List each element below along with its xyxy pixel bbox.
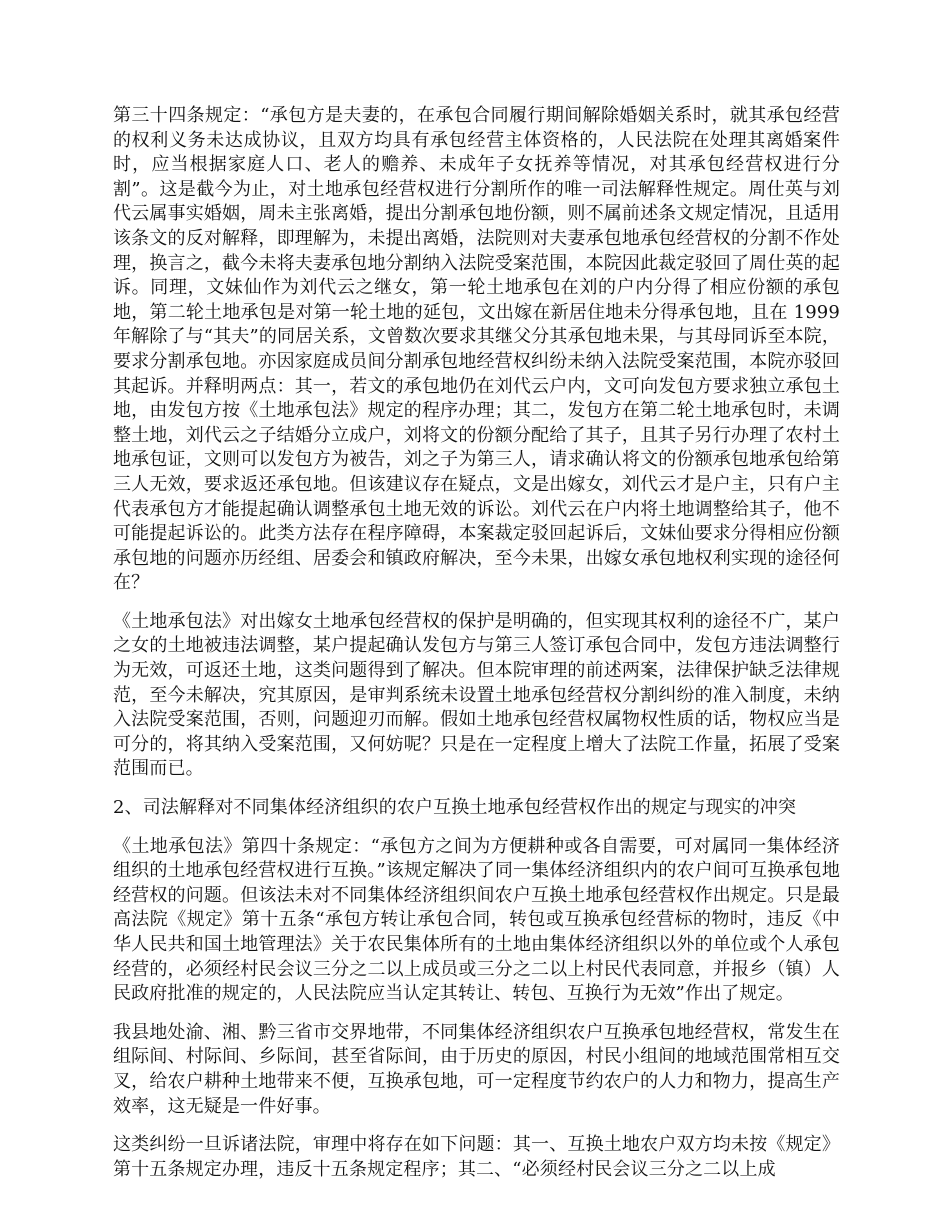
section-heading: 2、司法解释对不同集体经济组织的农户互换土地承包经营权作出的规定与现实的冲突 (113, 797, 797, 819)
paragraph-4: 我县地处渝、湘、黔三省市交界地带，不同集体经济组织农户互换承包地经营权，常发生在组际间、村际间、乡际间，甚至省际间，由于历史的原因，村民小组间的地域范围常相互交叉，给农户耕种土地带来不便，互换承包地，可一定程度节约农户的人力和物力，提高生产效率，这无疑是一件好事。 (113, 1021, 840, 1117)
paragraph-5: 这类纠纷一旦诉诸法院，审理中将存在如下问题：其一、互换土地农户双方均未按《规定》第十五条规定办理，违反十五条规定程序；其二、“必须经村民会议三分之二以上成 (113, 1134, 840, 1180)
paragraph-3: 《土地承包法》第四十条规定：“承包方之间为方便耕种或各自需要，可对属同一集体经济组织的土地承包经营权进行互换。”该规定解决了同一集体经济组织内的农户间可互换承包地经营权的问题。但该法未对不同集体经济组织间农户互换土地承包经营权作出规定。只是最高法院《规定》第十五条“承包方转让承包合同，转包或互换承包经营标的物时，违反《中华人民共和国土地管理法》关于农民集体所有的土地由集体经济组织以外的单位或个人承包经营的，必须经村民会议三分之二以上成员或三分之二以上村民代表同意，并报乡（镇）人民政府批准的规定的，人民法院应当认定其转让、转包、互换行为无效”作出了规定。 (113, 835, 840, 1005)
paragraph-1: 第三十四条规定：“承包方是夫妻的，在承包合同履行期间解除婚姻关系时，就其承包经营的权利义务未达成协议，且双方均具有承包经营主体资格的，人民法院在处理其离婚案件时，应当根据家庭人口、老人的赡养、未成年子女抚养等情况，对其承包经营权进行分割”。这是截今为止，对土地承包经营权进行分割所作的唯一司法解释性规定。周仕英与刘代云属事实婚姻，周未主张离婚，提出分割承包地份额，则不属前述条文规定情况，且适用该条文的反对解释，即理解为，未提出离婚，法院则对夫妻承包地承包经营权的分割不作处理，换言之，截今未将夫妻承包地分割纳入法院受案范围，本院因此裁定驳回了周仕英的起诉。同理，文妹仙作为刘代云之继女，第一轮土地承包在刘的户内分得了相应份额的承包地，第二轮土地承包是对第一轮土地的延包，文出嫁在新居住地未分得承包地，且在 1999 年解除了与“其夫”的同居关系，文曾数次要求其继父分其承包地未果，与其母同诉至本院，要求分割承包地。亦因家庭成员间分割承包地经营权纠纷未纳入法院受案范围，本院亦驳回其起诉。并释明两点：其一，若文的承包地仍在刘代云户内，文可向发包方要求独立承包土地，由发包方按《土地承包法》规定的程序办理；其二，发包方在第二轮土地承包时，未调整土地，刘代云之子结婚分立成户，刘将文的份额分配给了其子，且其子另行办理了农村土地承包证，文则可以发包方为被告，刘之子为第三人，请求确认将文的份额承包地承包给第三人无效，要求返还承包地。但该建议存在疑点，文是出嫁女，刘代云才是户主，只有户主代表承包方才能提起确认调整承包土地无效的诉讼。刘代云在户内将土地调整给其子，他不可能提起诉讼的。此类方法存在程序障碍，本案裁定驳回起诉后，文妹仙要求分得相应份额承包地的问题亦历经组、居委会和镇政府解决，至今未果，出嫁女承包地权利实现的途径何在？ (113, 105, 840, 594)
document-body (113, 104, 840, 1196)
paragraph-2: 《土地承包法》对出嫁女土地承包经营权的保护是明确的，但实现其权利的途径不广，某户之女的土地被违法调整，某户提起确认发包方与第三人签订承包合同中，发包方违法调整行为无效，可返还土地，这类问题得到了解决。但本院审理的前述两案，法律保护缺乏法律规范，至今未解决，究其原因，是审判系统未设置土地承包经营权分割纠纷的准入制度，未纳入法院受案范围，否则，问题迎刃而解。假如土地承包经营权属物权性质的话，物权应当是可分的，将其纳入受案范围，又何妨呢？只是在一定程度上增大了法院工作量，拓展了受案范围而已。 (113, 610, 840, 780)
